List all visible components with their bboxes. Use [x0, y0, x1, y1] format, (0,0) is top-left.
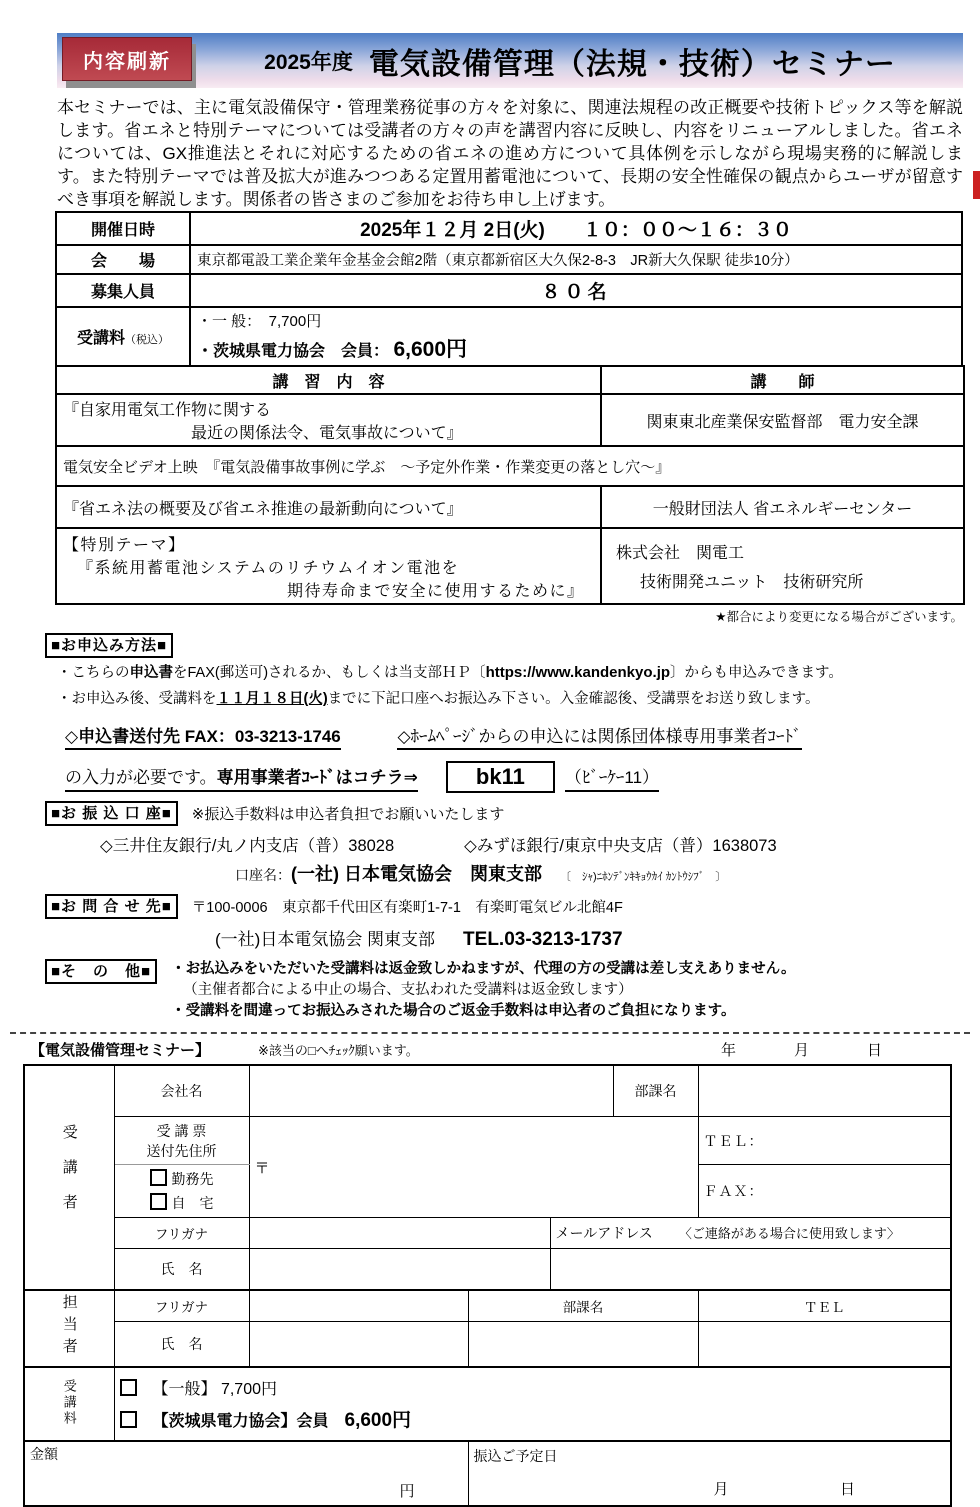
account-name-line: 口座名： (一社) 日本電気協会 関東支部 〔 ｼｬ)ﾆﾎﾝﾃﾞﾝｷｷｮｳｶｲ ｶﾝﾄｳｼﾌﾞ 〕	[235, 860, 963, 886]
lecturer-3: 株式会社 関電工 技術開発ユニット 技術研究所	[601, 528, 964, 604]
bank-account-mizuho: ◇みずほ銀行/東京中央支店（普）1638073	[464, 837, 777, 855]
table-row	[56, 486, 964, 528]
hp-code-note: ◇ﾎｰﾑﾍﾟｰｼﾞからの申込には関係団体様専用事業者ｺｰﾄﾞ	[397, 727, 801, 750]
header-banner	[57, 33, 963, 88]
fee-general-checkbox[interactable]	[120, 1379, 137, 1396]
capacity-value: ８０名	[190, 274, 962, 307]
venue-value: 東京都電設工業企業年金基金会館2階（東京都新宿区大久保2-8-3 JR新大久保駅 徒歩10分）	[190, 245, 962, 274]
fee-choices: 【一般】 7,700円 【茨城県電力協会】会員 6,600円	[114, 1367, 951, 1441]
attendee-group-label: 受講者	[24, 1065, 114, 1290]
form-title: 【電気設備管理セミナー】	[30, 1042, 211, 1059]
email-input[interactable]	[550, 1249, 951, 1291]
fee-member-checkbox[interactable]	[120, 1411, 137, 1428]
bank-accounts	[100, 832, 963, 856]
datetime-value: 2025年１２月 2日(火) １０：００～１６：３０	[190, 212, 962, 245]
other-notes: ・お払込みをいただいた受講料は返金致しかねますが、代理の方の受講は差し支えありません。 （主催者都合による中止の場合、支払われた受講料は返金致します） ・受講料を間違ってお振込みされた場合のご返金手数料は申込者のご負担になります。	[171, 961, 796, 1019]
fee-label: 受講料（税込）	[56, 307, 190, 366]
fax-number: ◇申込書送付先 FAX：03-3213-1746	[65, 727, 341, 750]
staff-name-input[interactable]	[249, 1322, 468, 1368]
apply-bullet-2: ・お申込み後、受講料を１１月１８日(火)までに下記口座へお振込み下さい。入金確認後、受講票をお送り致します。	[57, 691, 820, 707]
table-row	[56, 394, 964, 446]
contact-org-line	[215, 925, 963, 951]
staff-tel-input[interactable]	[698, 1322, 951, 1368]
staff-dept-label: 部課名	[468, 1290, 698, 1322]
intro-paragraph: 本セミナーでは、主に電気設備保守・管理業務従事の方々を対象に、関連法規程の改正概要や技術トピックス等を解説します。省エネと特別テーマについては受講者の方々の声を講習内容に反映し、内容をリニューアルしました。省エネについては、GX推進法とそれに対応するための省エネの進め方について具体例を示しながら現場実務的に解説します。また特別テーマでは普及拡大が進みつつある定置用蓄電池について、長期の安全性確保の観点からユーザが留意すべき事項を解説します。関係者の皆さまのご参加をお待ち申し上げます。	[57, 98, 963, 209]
contact-address: 〒100-0006 東京都千代田区有楽町1-7-1 有楽町電気ビル北館4F	[191, 900, 623, 916]
cut-line	[10, 1032, 970, 1034]
other-heading: ■そ の 他■	[45, 959, 157, 984]
lecturer-2: 一般財団法人 省エネルギーセンター	[601, 486, 964, 528]
bank-fee-note: ※振込手数料は申込者負担でお願いいたします	[191, 806, 505, 823]
fee-group-label: 受講料	[24, 1367, 114, 1441]
business-code-line: の入力が必要です。 専用事業者ｺｰﾄﾞはコチラ⇒ bk11 （ﾋﾞｰｹｰ11）	[65, 761, 963, 793]
amount-cell[interactable]: 金額 円	[24, 1441, 468, 1506]
table-row	[24, 1290, 951, 1322]
table-row	[56, 212, 962, 245]
staff-furigana-input[interactable]	[249, 1290, 468, 1322]
table-row	[56, 245, 962, 274]
company-label: 会社名	[114, 1065, 249, 1117]
contact-heading: ■お 問 合 せ 先■	[45, 894, 178, 919]
contact-tel: TEL.03-3213-1737	[463, 929, 623, 950]
dept-label: 部課名	[613, 1065, 698, 1117]
course-3-special: 【特別テーマ】 『系統用蓄電池システムのリチウムイオン電池を 期待寿命まで安全に使用するために』	[56, 528, 601, 604]
page-title	[197, 33, 963, 88]
table-row	[24, 1065, 951, 1117]
staff-tel-label: ＴＥＬ	[698, 1290, 951, 1322]
fax-and-hp-line	[65, 722, 963, 747]
website-link[interactable]: https://www.kandenkyo.jp	[485, 664, 671, 681]
lecturer-header: 講 師	[601, 366, 964, 394]
account-holder-name: (一社) 日本電気協会 関東支部	[291, 864, 542, 884]
change-note: ★都合により変更になる場合がございます。	[715, 610, 963, 624]
table-row	[56, 307, 962, 366]
work-checkbox[interactable]	[150, 1169, 167, 1186]
content-header: 講 習 内 容	[56, 366, 601, 394]
fee-tax-note: （税込）	[125, 334, 169, 346]
table-row	[56, 528, 964, 604]
datetime-label: 開催日時	[56, 212, 190, 245]
apply-section	[45, 633, 963, 793]
transfer-date-cell[interactable]: 振込ご予定日 月 日	[468, 1441, 951, 1506]
table-row	[56, 274, 962, 307]
bank-account-smbc: ◇三井住友銀行/丸ノ内支店（普）38028	[100, 837, 395, 855]
apply-heading: ■お申込み方法■	[45, 633, 173, 658]
payment-deadline: １１月１８日(火)	[216, 691, 328, 707]
renewal-badge: 内容刷新	[62, 37, 192, 81]
red-edge-mark	[973, 171, 980, 199]
home-checkbox[interactable]	[150, 1193, 167, 1210]
staff-dept-input[interactable]	[468, 1322, 698, 1368]
table-row	[24, 1367, 951, 1441]
course-1: 『自家用電気工作物に関する 最近の関係法令、電気事故について』	[56, 394, 601, 446]
staff-group-label: 担当者	[24, 1290, 114, 1367]
business-code-reading: （ﾋﾞｰｹｰ11）	[565, 763, 659, 792]
name-input[interactable]	[249, 1249, 550, 1291]
business-code-box: bk11	[446, 761, 555, 793]
name-label: 氏 名	[114, 1249, 249, 1291]
table-row	[24, 1249, 951, 1291]
form-header	[30, 1039, 950, 1060]
address-input[interactable]: 〒	[249, 1117, 698, 1218]
fee-values	[190, 307, 962, 366]
table-row	[24, 1322, 951, 1368]
application-form-table	[23, 1064, 952, 1507]
furigana-input[interactable]	[249, 1218, 550, 1249]
furigana-label: フリガナ	[114, 1218, 249, 1249]
tel-input[interactable]: ＴＥＬ：	[698, 1117, 951, 1165]
fee-general: ・一 般： 7,700円	[197, 313, 322, 330]
venue-label: 会 場	[56, 245, 190, 274]
apply-bullet-1: ・こちらの申込書をFAX(郵送可)されるか、もしくは当支部ＨＰ〔https://www.kandenkyo.jp〕からも申込みできます。	[57, 664, 843, 681]
staff-furigana-label: フリガナ	[114, 1290, 249, 1322]
email-note: 〈ご連絡がある場合に使用致します〉	[678, 1226, 900, 1241]
lecturer-1: 関東東北産業保安監督部 電力安全課	[601, 394, 964, 446]
capacity-label: 募集人員	[56, 274, 190, 307]
address-type-choices: 勤務先 自 宅	[114, 1165, 249, 1218]
bank-section	[45, 801, 963, 886]
contact-section	[45, 894, 963, 951]
contact-org: (一社)日本電気協会 関東支部	[215, 930, 436, 949]
table-row	[24, 1441, 951, 1506]
table-row	[24, 1117, 951, 1165]
course-table	[55, 365, 965, 605]
account-holder-kana: 〔 ｼｬ)ﾆﾎﾝﾃﾞﾝｷｷｮｳｶｲ ｶﾝﾄｳｼﾌﾞ 〕	[560, 871, 727, 883]
course-2: 『省エネ法の概要及び省エネ推進の最新動向について』	[56, 486, 601, 528]
email-header: メールアドレス 〈ご連絡がある場合に使用致します〉	[550, 1218, 951, 1249]
table-row	[24, 1218, 951, 1249]
course-video: 電気安全ビデオ上映 『電気設備事故事例に学ぶ ～予定外作業・作業変更の落とし穴～』	[56, 446, 964, 486]
other-section	[45, 959, 963, 1022]
fax-input[interactable]: ＦＡＸ：	[698, 1165, 951, 1218]
company-input[interactable]	[249, 1065, 613, 1117]
seminar-year: 2025年度	[264, 50, 353, 74]
dept-input[interactable]	[698, 1065, 951, 1117]
ticket-address-label: 受 講 票 送付先住所	[114, 1117, 249, 1165]
form-date: 年 月 日	[720, 1042, 882, 1059]
staff-name-label: 氏 名	[114, 1322, 249, 1368]
table-row	[56, 446, 964, 486]
bank-heading: ■お 振 込 口 座■	[45, 801, 178, 826]
seminar-info-table	[55, 211, 963, 367]
seminar-title: 電気設備管理（法規・技術）セミナー	[368, 47, 896, 81]
seminar-flyer-page	[0, 33, 980, 1507]
table-row	[56, 366, 964, 394]
form-check-note: ※該当の□へﾁｪｯｸ願います。	[258, 1043, 419, 1058]
fee-member: ・茨城県電力協会 会員： 6,600円	[197, 338, 468, 361]
